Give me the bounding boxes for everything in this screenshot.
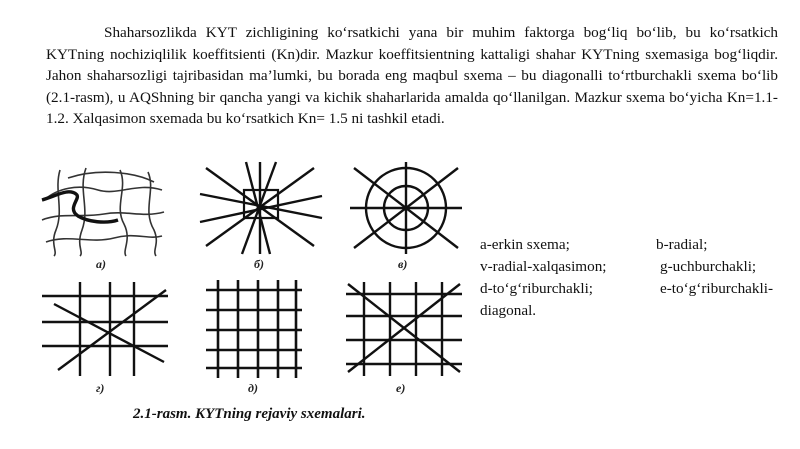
figure-radial-ring-scheme: [346, 160, 466, 272]
figure-label-g: г): [96, 381, 105, 395]
legend-e: e-to‘g‘riburchakli-: [660, 280, 774, 297]
figure-label-e: е): [396, 381, 406, 395]
legend-b: b-radial;: [656, 236, 708, 253]
figure-radial-scheme: [196, 160, 326, 272]
figure-triangular-scheme: [40, 280, 170, 398]
figure-caption: 2.1-rasm. KYTning rejaviy sxemalari.: [133, 406, 366, 422]
legend-g: g-uchburchakli;: [660, 258, 757, 275]
legend-a: a-erkin sxema;: [480, 236, 570, 253]
legend-e-continued: diagonal.: [480, 302, 537, 319]
figure-label-a: а): [96, 257, 106, 271]
figure-free-scheme: [38, 160, 168, 272]
figure-label-b: б): [254, 257, 264, 271]
body-paragraph: Shaharsozlikda KYT zichligining ko‘rsatkichi yana bir muhim faktorga bog‘liq bo‘lib, bu ko‘rsatkich KYTning nochiziqlilik koeffitsienti (Kn)dir. Mazkur koeffitsientning kattaligi shahar KYTning sxemasiga bog‘liqdir. Jahon shaharsozligi tajribasidan ma’lumki, bu borada eng maqbul sxema – bu diagonalli to‘rtburchakli sxema bo‘lib (2.1-rasm), u AQShning bir qancha yangi va kichik shaharlarida amalda qo‘llanilgan. Mazkur sxema bo‘yicha Kn=1.1-1.2. Xalqasimon sxemada bu ko‘rsatkich Kn= 1.5 ni tashkil etadi.: [46, 24, 778, 128]
figure-rectangular-diagonal-scheme: [344, 280, 464, 398]
legend-d: d-to‘g‘riburchakli;: [480, 280, 594, 297]
figure-label-v: в): [398, 257, 408, 271]
figure-label-d: д): [248, 381, 258, 395]
figure-rectangular-scheme: [204, 280, 304, 398]
legend-v: v-radial-xalqasimon;: [480, 258, 607, 275]
